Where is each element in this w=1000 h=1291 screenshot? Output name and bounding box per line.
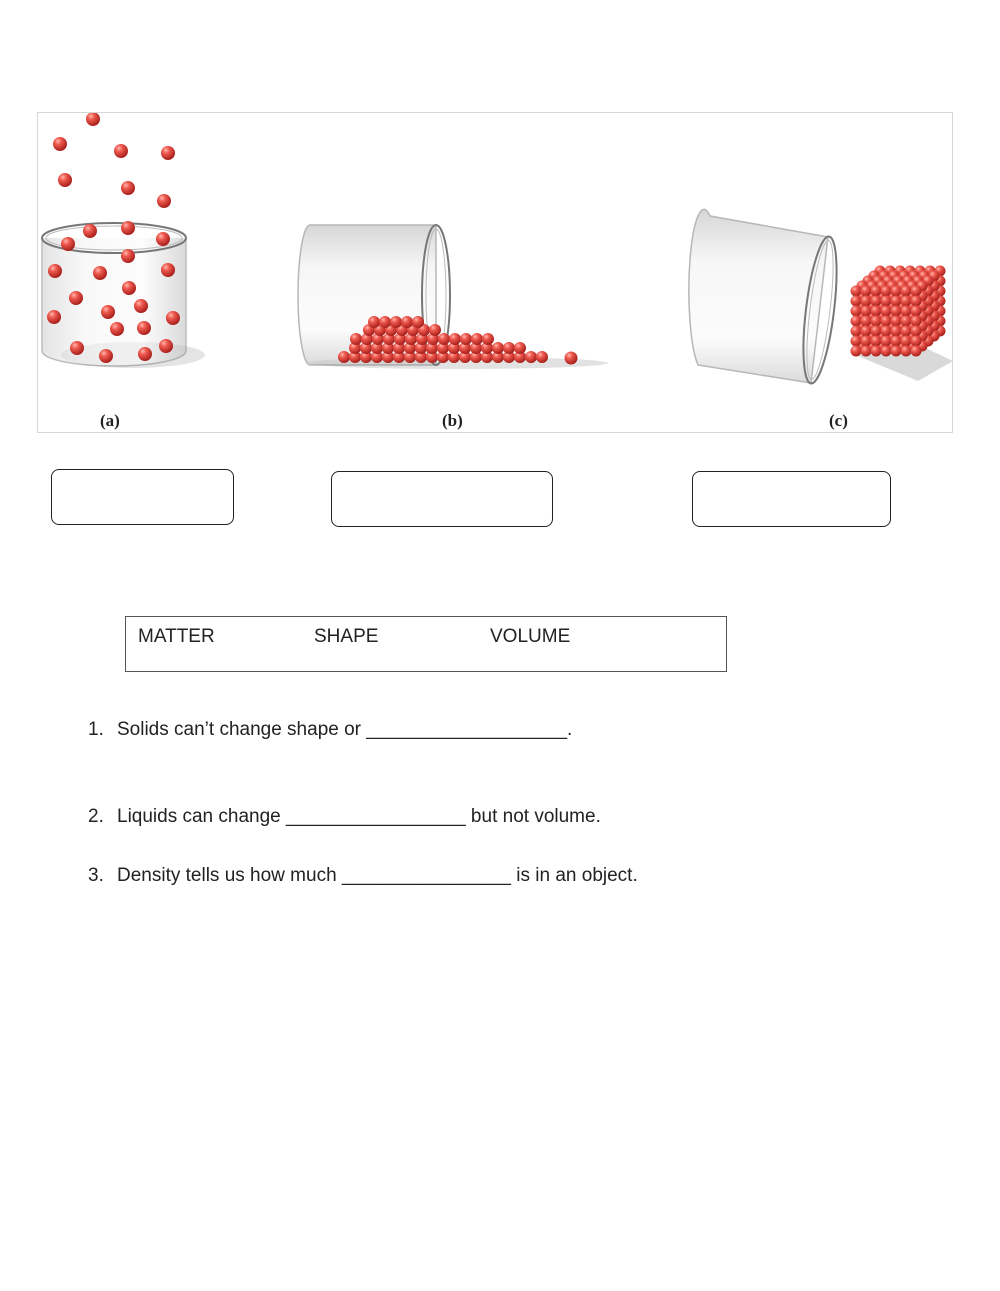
question-number: 2.: [88, 806, 104, 827]
particle: [503, 342, 515, 354]
figure-label-c: (c): [829, 411, 848, 430]
particle: [871, 346, 882, 357]
particle: [449, 333, 461, 345]
particle: [851, 336, 862, 347]
particle: [911, 326, 922, 337]
particle: [881, 316, 892, 327]
answer-box-a[interactable]: [51, 469, 234, 525]
question-number: 3.: [88, 865, 104, 886]
particle: [881, 296, 892, 307]
question-number: 1.: [88, 719, 104, 740]
particle: [482, 333, 494, 345]
particle: [911, 346, 922, 357]
particle: [412, 316, 424, 328]
particle: [911, 336, 922, 347]
particle: [851, 316, 862, 327]
question-text: Density tells us how much ________________ is in an object.: [117, 865, 638, 886]
word-bank: [125, 616, 727, 672]
particle: [881, 326, 892, 337]
particle: [861, 296, 872, 307]
particle: [851, 286, 862, 297]
particle: [438, 333, 450, 345]
word-bank-item[interactable]: SHAPE: [314, 626, 379, 647]
particle: [379, 316, 391, 328]
particle: [891, 286, 902, 297]
particle: [565, 352, 578, 365]
particle: [881, 286, 892, 297]
particle: [911, 286, 922, 297]
particle: [861, 306, 872, 317]
particle: [871, 306, 882, 317]
particle: [525, 351, 537, 363]
particle: [401, 316, 413, 328]
particle: [871, 326, 882, 337]
solid-particles: [851, 266, 946, 357]
particle: [891, 296, 902, 307]
particle: [891, 306, 902, 317]
particle: [536, 351, 548, 363]
particle: [871, 296, 882, 307]
particle: [861, 336, 872, 347]
particle: [891, 316, 902, 327]
particle: [901, 306, 912, 317]
particle: [901, 286, 912, 297]
particle: [901, 296, 912, 307]
particle: [851, 306, 862, 317]
particle: [881, 336, 892, 347]
answer-box-c[interactable]: [692, 471, 891, 527]
particle: [861, 346, 872, 357]
particle: [901, 336, 912, 347]
question-text: Liquids can change _________________ but not volume.: [117, 806, 601, 827]
particle: [861, 326, 872, 337]
liquid-particles: [338, 316, 578, 365]
states-of-matter-illustration: [38, 113, 954, 434]
particle: [851, 346, 862, 357]
particle: [891, 346, 902, 357]
particle: [471, 333, 483, 345]
answer-box-b[interactable]: [331, 471, 553, 527]
question-text: Solids can’t change shape or ___________________.: [117, 719, 573, 740]
particle: [851, 326, 862, 337]
particle: [861, 316, 872, 327]
figure-label-a: (a): [100, 411, 120, 430]
particle: [851, 296, 862, 307]
word-bank-item[interactable]: VOLUME: [490, 626, 571, 647]
particle: [429, 324, 441, 336]
particle: [911, 296, 922, 307]
particle: [460, 333, 472, 345]
particle: [514, 342, 526, 354]
states-of-matter-figure: [37, 112, 953, 433]
figure-label-b: (b): [442, 411, 463, 430]
particle: [901, 316, 912, 327]
particle: [492, 342, 504, 354]
word-bank-item[interactable]: MATTER: [138, 626, 215, 647]
particle: [871, 286, 882, 297]
particle: [338, 351, 350, 363]
particle: [901, 346, 912, 357]
particle: [871, 336, 882, 347]
question-1: [88, 719, 572, 741]
particle: [891, 326, 902, 337]
particle: [871, 316, 882, 327]
particle: [881, 346, 892, 357]
particle: [350, 333, 362, 345]
particle: [901, 326, 912, 337]
particle: [861, 286, 872, 297]
particle: [368, 316, 380, 328]
particle: [891, 336, 902, 347]
particle: [390, 316, 402, 328]
particle: [911, 306, 922, 317]
particle: [881, 306, 892, 317]
particle: [911, 316, 922, 327]
question-2: [88, 806, 601, 828]
question-3: [88, 865, 638, 887]
